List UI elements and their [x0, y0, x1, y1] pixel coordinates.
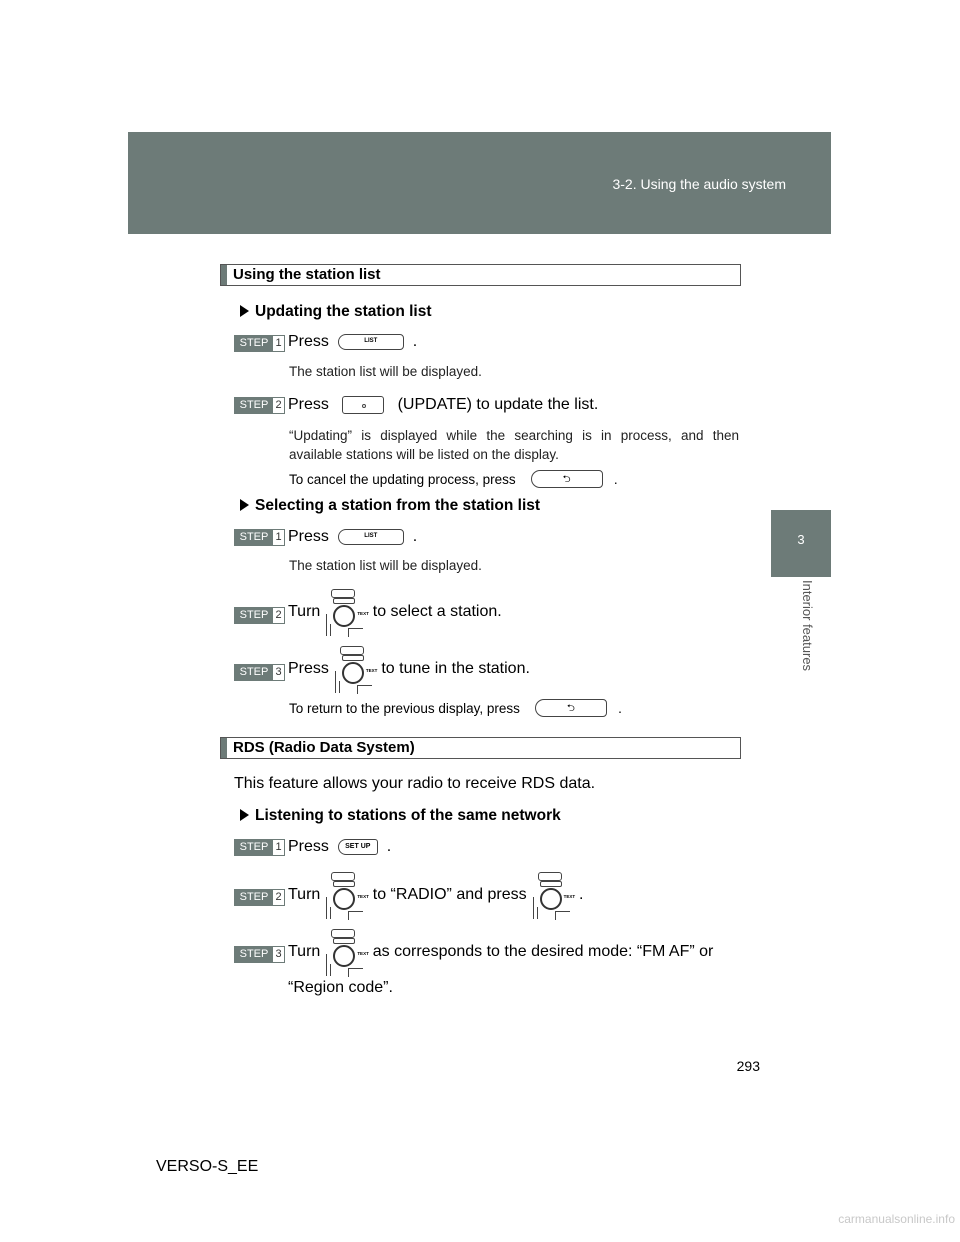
- step-badge: STEP 3: [234, 664, 285, 681]
- watermark: carmanualsonline.info: [838, 1212, 955, 1226]
- back-button-icon: ⮌: [535, 699, 607, 717]
- back-button-icon: ⮌: [531, 470, 603, 488]
- tune-knob-icon: TEXT: [320, 871, 368, 919]
- triangle-bullet-icon: [240, 305, 249, 317]
- chapter-label: Interior features: [800, 580, 815, 672]
- step-note: The station list will be displayed.: [289, 558, 482, 573]
- subheading-network: Listening to stations of the same network: [240, 807, 561, 825]
- step-badge: STEP 2: [234, 889, 285, 906]
- chapter-number: 3: [797, 532, 805, 547]
- list-button-icon: LIST: [338, 334, 404, 350]
- list-button-icon: LIST: [338, 529, 404, 545]
- step-badge: STEP 1: [234, 839, 285, 856]
- tune-knob-icon: TEXT: [527, 871, 575, 919]
- step-badge: STEP 1: [234, 335, 285, 352]
- subheading-updating: Updating the station list: [240, 303, 432, 321]
- subheading-selecting: Selecting a station from the station list: [240, 497, 540, 515]
- triangle-bullet-icon: [240, 809, 249, 821]
- step-note: The station list will be displayed.: [289, 364, 482, 379]
- rds-intro: This feature allows your radio to receive RDS data.: [234, 775, 596, 792]
- page-number: 293: [736, 1058, 760, 1074]
- step-note: “Updating” is displayed while the searching is in process, and then available stations will be listed on the display.: [289, 428, 739, 462]
- triangle-bullet-icon: [240, 499, 249, 511]
- tune-knob-icon: TEXT: [320, 588, 368, 636]
- step-line: Press LIST .: [288, 528, 418, 545]
- step-line: Press LIST .: [288, 333, 418, 350]
- step-badge: STEP 2: [234, 607, 285, 624]
- step-line: Press TEXT to tune in the station.: [288, 645, 530, 693]
- tune-knob-icon: TEXT: [320, 928, 368, 976]
- step-line: Turn TEXT to “RADIO” and press TEXT .: [288, 871, 584, 919]
- section-heading-rds: RDS (Radio Data System): [220, 737, 741, 759]
- model-code: VERSO-S_EE: [156, 1158, 259, 1175]
- step-line-continued: “Region code”.: [288, 979, 393, 996]
- tune-knob-icon: TEXT: [329, 645, 377, 693]
- section-heading-station-list: Using the station list: [220, 264, 741, 286]
- step-line: Press SET UP .: [288, 838, 392, 855]
- section-breadcrumb: 3-2. Using the audio system: [612, 176, 786, 192]
- step-note: To return to the previous display, press ⮌ .: [289, 700, 622, 716]
- step-line: Turn TEXT to select a station.: [288, 588, 502, 636]
- step-line: Press (UPDATE) to update the list.: [288, 396, 599, 413]
- preset-button-icon: [342, 396, 384, 414]
- step-badge: STEP 2: [234, 397, 285, 414]
- step-badge: STEP 1: [234, 529, 285, 546]
- step-note: To cancel the updating process, press ⮌ .: [289, 471, 618, 487]
- setup-button-icon: SET UP: [338, 839, 378, 855]
- step-line: Turn TEXT as corresponds to the desired mode: “FM AF” or: [288, 928, 713, 976]
- step-badge: STEP 3: [234, 946, 285, 963]
